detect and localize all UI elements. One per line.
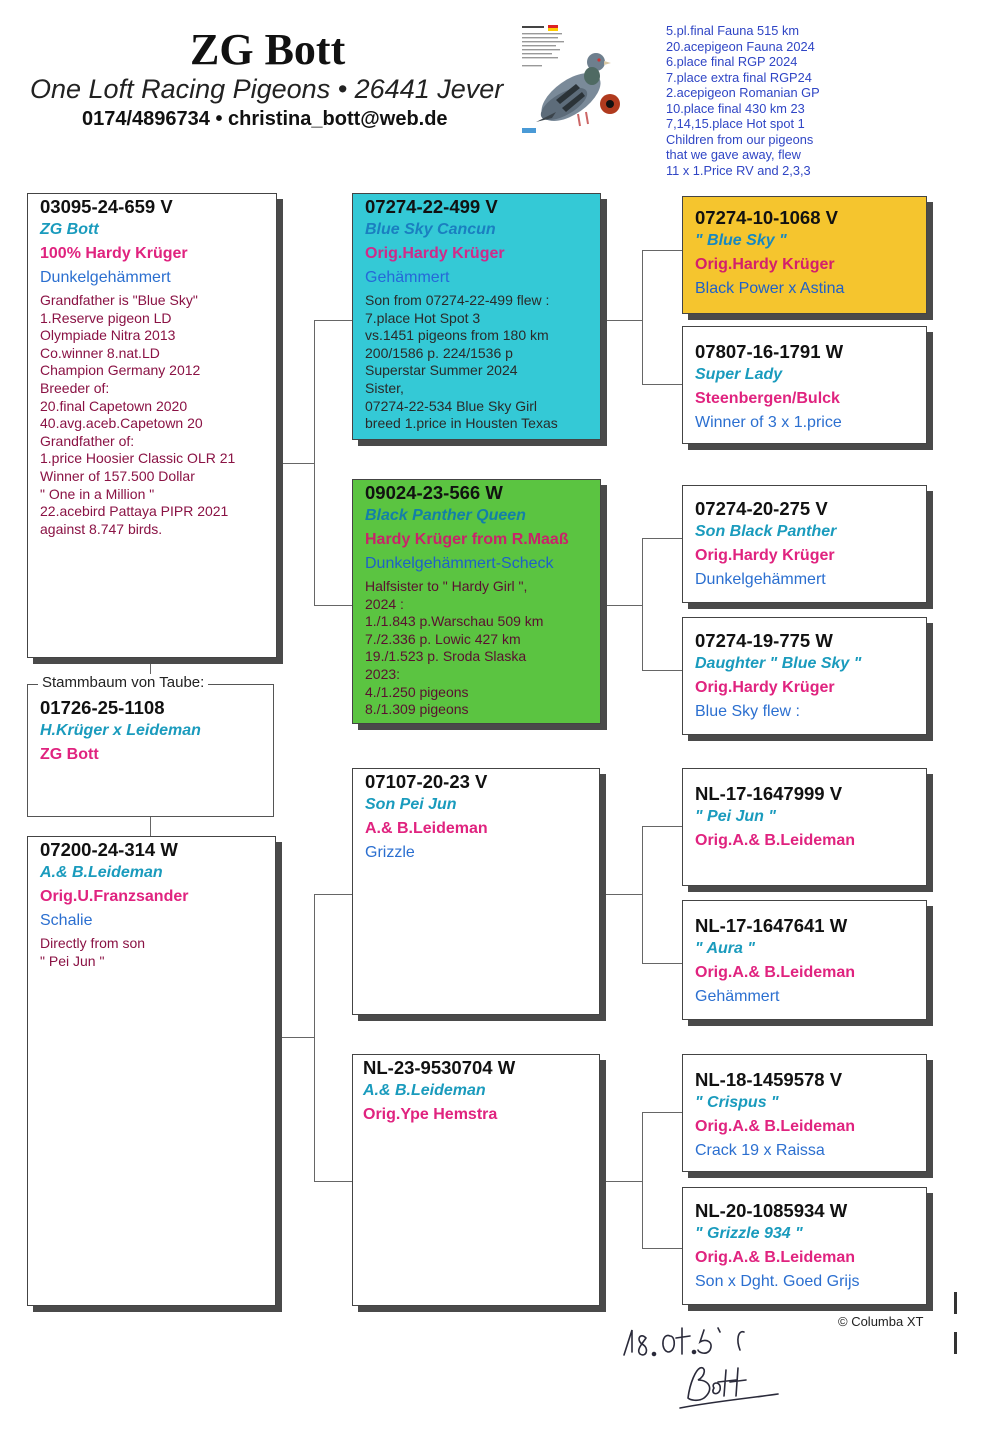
- pedigree-box-mother-mother: [352, 1054, 600, 1306]
- note-line: 07274-22-534 Blue Sky Girl: [365, 397, 537, 414]
- connector-line: [314, 894, 352, 895]
- ring-number: 07274-22-499 V: [365, 196, 498, 217]
- note-line: 4./1.250 pigeons: [365, 683, 469, 700]
- pigeon-notes: [365, 578, 600, 719]
- pigeon-origin: Orig.A.& B.Leideman: [695, 1118, 856, 1135]
- connector-line: [642, 963, 682, 964]
- pigeon-notes: [40, 935, 275, 970]
- pigeon-name: A.& B.Leideman: [363, 1082, 486, 1099]
- ring-number: NL-20-1085934 W: [695, 1200, 848, 1221]
- note-line: 7./2.336 p. Lowic 427 km: [365, 630, 521, 647]
- ring-number: 01726-25-1108: [40, 697, 165, 718]
- note-line: 40.avg.aceb.Capetown 20: [40, 415, 203, 432]
- note-line: Directly from son: [40, 935, 146, 951]
- ring-number: NL-18-1459578 V: [695, 1069, 843, 1090]
- connector-line: [314, 320, 352, 321]
- pigeon-color: Winner of 3 x 1.price: [695, 414, 842, 431]
- connector-line: [150, 816, 151, 836]
- connector-line: [642, 250, 643, 385]
- ring-number: 07107-20-23 V: [365, 771, 488, 792]
- connector-line: [276, 463, 314, 464]
- note-line: Grandfather is "Blue Sky": [40, 292, 198, 308]
- connector-line: [642, 538, 682, 539]
- pigeon-color: Schalie: [40, 912, 93, 929]
- pigeon-color: Gehämmert: [365, 269, 450, 286]
- ring-number: NL-23-9530704 W: [363, 1057, 516, 1078]
- ring-number: 07274-10-1068 V: [695, 207, 838, 228]
- connector-line: [642, 250, 682, 251]
- achievement-item: 20.acepigeon Fauna 2024: [666, 38, 815, 54]
- pigeon-origin: Steenbergen/Bulck: [695, 390, 840, 407]
- pigeon-origin: 100% Hardy Krüger: [40, 245, 188, 262]
- ring-number: 07274-19-775 W: [695, 630, 833, 651]
- note-line: " One in a Million ": [40, 485, 155, 502]
- note-line: 7.place Hot Spot 3: [365, 309, 481, 326]
- breeder-contact: 0174/4896734 • christina_bott@web.de: [82, 108, 448, 130]
- copyright-text: © Columba XT: [838, 1314, 924, 1329]
- pigeon-origin: A.& B.Leideman: [365, 820, 488, 837]
- ring-number: 07200-24-314 W: [40, 839, 178, 860]
- pedigree-box-mfm: [682, 900, 927, 1020]
- ring-number: NL-17-1647641 W: [695, 915, 848, 936]
- pigeon-origin: Orig.Hardy Krüger: [695, 679, 835, 696]
- note-line: Co.winner 8.nat.LD: [40, 344, 160, 361]
- pigeon-name: " Aura ": [695, 940, 755, 957]
- note-line: Sister,: [365, 379, 404, 396]
- connector-line: [642, 1112, 643, 1249]
- pigeon-name: Super Lady: [695, 366, 783, 383]
- note-line: 8./1.309 pigeons: [365, 701, 469, 718]
- handwritten-signature: [610, 1310, 810, 1420]
- note-line: 19./1.523 p. Sroda Slaska: [365, 648, 527, 665]
- ring-number: NL-17-1647999 V: [695, 783, 843, 804]
- pigeon-notes: [40, 292, 276, 538]
- pedigree-box-mff: [682, 768, 927, 886]
- pigeon-origin: Orig.Hardy Krüger: [695, 547, 835, 564]
- pigeon-origin: ZG Bott: [40, 746, 99, 763]
- pigeon-name: A.& B.Leideman: [40, 864, 163, 881]
- pigeon-name: " Blue Sky ": [695, 232, 787, 249]
- note-line: 2024 :: [365, 595, 404, 612]
- ring-number: 03095-24-659 V: [40, 196, 173, 217]
- pigeon-photo-icon: [516, 22, 626, 136]
- connector-line: [600, 320, 642, 321]
- pedigree-box-mother: [27, 836, 276, 1306]
- pigeon-origin: Orig.Ype Hemstra: [363, 1106, 498, 1123]
- pigeon-name: Son Black Panther: [695, 523, 837, 540]
- achievement-item: 10.place final 430 km 23: [666, 100, 805, 116]
- pigeon-origin: Orig.Hardy Krüger: [695, 256, 835, 273]
- connector-line: [642, 538, 643, 671]
- connector-line: [600, 605, 642, 606]
- subject-label: Stammbaum von Taube:: [38, 674, 208, 691]
- connector-line: [600, 894, 642, 895]
- pedigree-box-mother-father: [352, 768, 600, 1015]
- pigeon-color: Crack 19 x Raissa: [695, 1142, 825, 1159]
- connector-line: [642, 1112, 682, 1113]
- pigeon-color: Dunkelgehämmert: [695, 571, 826, 588]
- note-line: 22.acebird Pattaya PIPR 2021: [40, 503, 229, 520]
- pigeon-origin: Hardy Krüger from R.Maaß: [365, 531, 569, 548]
- pigeon-name: Son Pei Jun: [365, 796, 457, 813]
- connector-line: [642, 1248, 682, 1249]
- note-line: " Pei Jun ": [40, 952, 105, 969]
- pedigree-box-fmf: [682, 485, 927, 603]
- pedigree-box-father: [27, 193, 277, 658]
- pedigree-box-father-father: [352, 193, 601, 440]
- connector-line: [642, 826, 643, 964]
- connector-line: [600, 1181, 642, 1182]
- connector-line: [314, 1181, 352, 1182]
- pigeon-origin: Orig.A.& B.Leideman: [695, 832, 856, 849]
- note-line: Winner of 157.500 Dollar: [40, 467, 195, 484]
- pigeon-color: Black Power x Astina: [695, 280, 845, 297]
- pigeon-name: Daughter " Blue Sky ": [695, 655, 862, 672]
- pedigree-box-mmm: [682, 1187, 927, 1305]
- pedigree-box-ffm: [682, 326, 927, 444]
- note-line: Son from 07274-22-499 flew :: [365, 292, 550, 308]
- pigeon-name: Blue Sky Cancun: [365, 221, 496, 238]
- note-line: Halfsister to " Hardy Girl ",: [365, 578, 528, 594]
- pigeon-color: Gehämmert: [695, 988, 780, 1005]
- achievement-item: 5.pl.final Fauna 515 km: [666, 23, 800, 38]
- note-line: Champion Germany 2012: [40, 362, 201, 379]
- connector-line: [642, 384, 682, 385]
- pigeon-notes: [365, 292, 600, 433]
- connector-line: [314, 605, 352, 606]
- pigeon-color: Blue Sky flew :: [695, 703, 800, 720]
- achievement-item: 7.place extra final RGP24: [666, 69, 812, 85]
- achievement-item: that we gave away, flew: [666, 147, 801, 162]
- achievement-item: Children from our pigeons: [666, 131, 814, 147]
- note-line: against 8.747 birds.: [40, 520, 163, 537]
- ring-number: 07807-16-1791 W: [695, 341, 844, 362]
- note-line: 2023:: [365, 665, 401, 682]
- pedigree-box-mmf: [682, 1054, 927, 1172]
- pigeon-origin: Orig.U.Franzsander: [40, 888, 189, 905]
- note-line: breed 1.price in Housten Texas: [365, 415, 558, 432]
- margin-mark: [954, 1332, 957, 1354]
- pigeon-name: H.Krüger x Leideman: [40, 722, 201, 739]
- pigeon-color: Dunkelgehämmert: [40, 269, 171, 286]
- pigeon-name: ZG Bott: [40, 221, 99, 238]
- achievement-item: 11 x 1.Price RV and 2,3,3: [666, 162, 811, 178]
- pigeon-color: Dunkelgehämmert-Scheck: [365, 555, 554, 572]
- note-line: vs.1451 pigeons from 180 km: [365, 327, 549, 344]
- breeder-subtitle: One Loft Racing Pigeons • 26441 Jever: [30, 74, 504, 104]
- note-line: Superstar Summer 2024: [365, 362, 518, 379]
- pigeon-color: Grizzle: [365, 844, 415, 861]
- ring-number: 07274-20-275 V: [695, 498, 828, 519]
- note-line: Olympiade Nitra 2013: [40, 327, 176, 344]
- margin-mark: [954, 1292, 957, 1314]
- ring-number: 09024-23-566 W: [365, 482, 503, 503]
- achievement-item: 7,14,15.place Hot spot 1: [666, 116, 805, 131]
- pigeon-origin: Orig.A.& B.Leideman: [695, 964, 856, 981]
- note-line: Grandfather of:: [40, 432, 135, 449]
- achievements-list: [666, 23, 820, 178]
- note-line: 200/1586 p. 224/1536 p: [365, 344, 513, 361]
- pigeon-name: " Pei Jun ": [695, 808, 776, 825]
- pigeon-origin: Orig.A.& B.Leideman: [695, 1249, 856, 1266]
- connector-line: [642, 826, 682, 827]
- note-line: 20.final Capetown 2020: [40, 397, 188, 414]
- breeder-title: ZG Bott: [190, 25, 346, 74]
- pedigree-box-fff: [682, 196, 927, 314]
- pedigree-box-subject: [27, 684, 274, 817]
- pigeon-origin: Orig.Hardy Krüger: [365, 245, 505, 262]
- achievement-item: 2.acepigeon Romanian GP: [666, 85, 820, 100]
- connector-line: [314, 320, 315, 606]
- pedigree-box-fmm: [682, 617, 927, 735]
- pedigree-box-father-mother: [352, 479, 601, 724]
- note-line: Breeder of:: [40, 379, 110, 396]
- note-line: 1.price Hoosier Classic OLR 21: [40, 450, 236, 467]
- pigeon-name: Black Panther Queen: [365, 507, 526, 524]
- connector-line: [314, 894, 315, 1182]
- note-line: 1./1.843 p.Warschau 509 km: [365, 613, 544, 630]
- note-line: 1.Reserve pigeon LD: [40, 309, 172, 326]
- pigeon-name: " Grizzle 934 ": [695, 1225, 803, 1242]
- connector-line: [276, 1037, 314, 1038]
- pigeon-name: " Crispus ": [695, 1094, 779, 1111]
- pigeon-color: Son x Dght. Goed Grijs: [695, 1273, 860, 1290]
- connector-line: [642, 670, 682, 671]
- achievement-item: 6.place final RGP 2024: [666, 54, 798, 69]
